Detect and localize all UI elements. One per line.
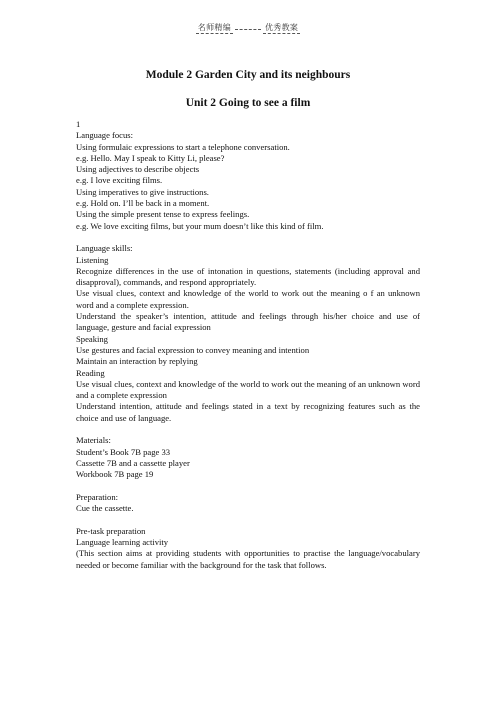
reading-item: Use visual clues, context and knowledge of the world to work out the meaning of an unknown word and a complete expression	[76, 378, 420, 401]
listening-item: Recognize differences in the use of intonation in questions, statements (including approval and disapproval), commands, and respond appropriately.	[76, 265, 420, 288]
listening-heading: Listening	[76, 254, 109, 265]
listening-item: Use visual clues, context and knowledge of the world to work out the meaning o f an unknown word and a complete expression.	[76, 288, 420, 310]
materials-line: Workbook 7B page 19	[76, 469, 154, 480]
pretask-heading: Pre-task preparation	[76, 525, 146, 536]
document-body	[76, 119, 420, 571]
language-focus-line: e.g. Hello. May I speak to Kitty Li, please?	[76, 152, 225, 163]
speaking-heading: Speaking	[76, 333, 108, 344]
language-focus-line: Using formulaic expressions to start a telephone conversation.	[76, 141, 290, 152]
speaking-item: Maintain an interaction by replying	[76, 356, 198, 367]
language-focus-line: Using adjectives to describe objects	[76, 164, 200, 175]
materials-line: Cassette 7B and a cassette player	[76, 457, 190, 468]
preparation-line: Cue the cassette.	[76, 503, 134, 514]
speaking-item: Use gestures and facial expression to convey meaning and intention	[76, 344, 310, 355]
blank-line	[76, 481, 420, 492]
language-focus-heading: Language focus:	[76, 130, 134, 141]
header-dash-divider	[235, 29, 261, 30]
blank-line	[76, 424, 420, 435]
language-focus-line: Using imperatives to give instructions.	[76, 186, 209, 197]
listening-item: Understand the speaker’s intention, attitude and feelings through his/her choice and use of language, gesture and facial expression	[76, 311, 420, 333]
reading-item: Understand intention, attitude and feelings stated in a text by recognizing features such as the choice and use of language.	[76, 401, 420, 423]
section-number: 1	[76, 119, 81, 129]
materials-line: Student’s Book 7B page 33	[76, 446, 171, 457]
language-focus-line: e.g. We love exciting films, but your mum doesn’t like this kind of film.	[76, 220, 324, 231]
preparation-heading: Preparation:	[76, 491, 118, 502]
pretask-description: (This section aims at providing students with opportunities to practise the language/vocabulary needed or become familiar with the background for the task that follows.	[76, 548, 420, 570]
pretask-subheading: Language learning activity	[76, 536, 169, 547]
reading-heading: Reading	[76, 367, 105, 378]
header-left-text: 名师精编	[197, 23, 231, 32]
header-right-text: 优秀教案	[265, 23, 299, 32]
page-header	[0, 22, 496, 33]
module-title: Module 2 Garden City and its neighbours	[145, 69, 351, 81]
language-focus-line: e.g. I love exciting films.	[76, 175, 163, 186]
language-focus-line: e.g. Hold on. I’ll be back in a moment.	[76, 198, 210, 209]
language-skills-heading: Language skills:	[76, 243, 133, 254]
materials-heading: Materials:	[76, 435, 111, 446]
unit-title: Unit 2 Going to see a film	[185, 97, 311, 109]
blank-line	[76, 232, 420, 243]
language-focus-line: Using the simple present tense to express feelings.	[76, 209, 250, 220]
blank-line	[76, 514, 420, 525]
